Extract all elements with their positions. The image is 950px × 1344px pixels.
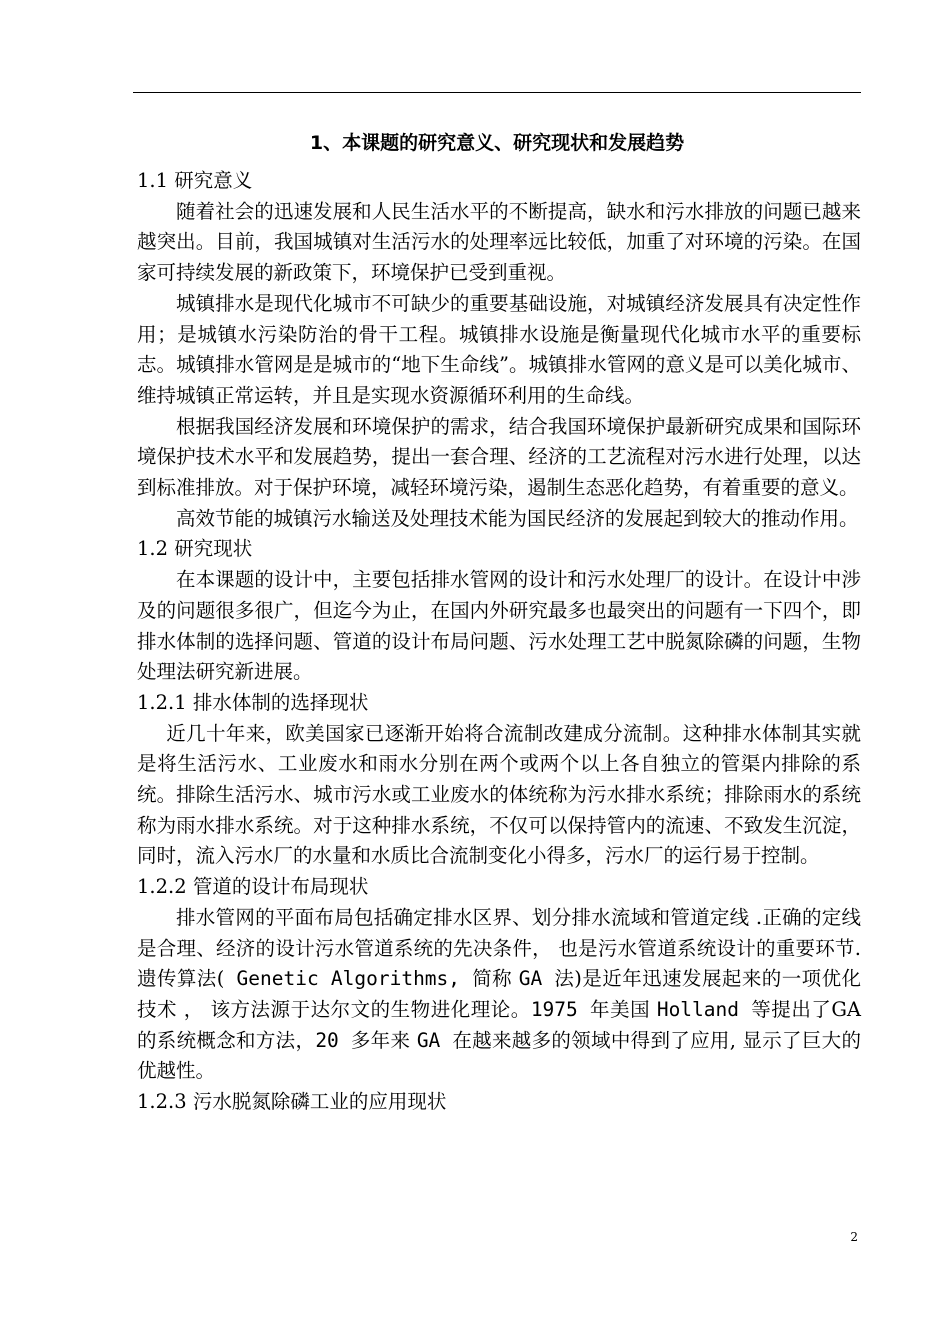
text-run: 在越来越多的领域中得到了应用, 显示了巨大的优越性。: [137, 1028, 861, 1083]
text-run: 等提出了GA的系统概念和方法，: [137, 997, 862, 1052]
text-run: Holland: [656, 997, 752, 1021]
paragraph: 城镇排水是现代化城市不可缺少的重要基础设施，对城镇经济发展具有决定性作用；是城镇水污染防治的骨干工程。城镇排水设施是衡量现代化城市水平的重要标志。城镇排水管网是是城市的“地下生命线”。城镇排水管网的意义是可以美化城市、维持城镇正常运转，并且是实现水资源循环利用的生命线。: [137, 291, 861, 407]
paragraph: 高效节能的城镇污水输送及处理技术能为国民经济的发展起到较大的推动作用。: [176, 506, 859, 530]
page-heading: 1、本课题的研究意义、研究现状和发展趋势: [309, 132, 685, 154]
section-title-1-1: 1.1 研究意义: [137, 169, 253, 192]
text-run: GA: [416, 1028, 453, 1052]
section-title-1-2-3: 1.2.3 污水脱氮除磷工业的应用现状: [137, 1090, 447, 1114]
paragraph: 在本课题的设计中，主要包括排水管网的设计和污水处理厂的设计。在设计中涉及的问题很多很广，但迄今为止，在国内外研究最多也最突出的问题有一下四个，即排水体制的选择问题、管道的设计布局问题、污水处理工艺中脱氮除磷的问题，生物处理法研究新进展。: [137, 568, 861, 684]
section-title-1-2-2: 1.2.2 管道的设计布局现状: [137, 875, 369, 899]
text-run: 排水管网的平面布局包括确定排水区界、划分排水流域和管道定线 .正确的定线是合理、经济的设计污水管道系统的先决条件， 也是污水管道系统设计的重要环节.遗传算法(: [137, 905, 861, 991]
text-run: Genetic Algorithms,: [224, 967, 473, 991]
text-run: GA: [518, 967, 555, 991]
paragraph: 根据我国经济发展和环境保护的需求，结合我国环境保护最新研究成果和国际环境保护技术水平和发展趋势，提出一套合理、经济的工艺流程对污水进行处理，以达到标准排放。对于保护环境，减轻环境污染，遏制生态恶化趋势，有着重要的意义。: [137, 414, 861, 500]
paragraph: 随着社会的迅速发展和人民生活水平的不断提高，缺水和污水排放的问题已越来越突出。目前，我国城镇对生活污水的处理率远比较低，加重了对环境的污染。在国家可持续发展的新政策下，环境保护已受到重视。: [137, 199, 861, 285]
text-run: 1975: [530, 997, 591, 1021]
header-rule: [133, 92, 861, 93]
text-run: 法)是近年迅速发展起来的一项优化技术 ， 该方法源于达尔文的生物进化理论。: [137, 967, 862, 1021]
text-run: 简称: [472, 967, 519, 991]
paragraph: 近几十年来，欧美国家已逐渐开始将合流制改建成分流制。这种排水体制其实就是将生活污水、工业废水和雨水分别在两个或两个以上各自独立的管渠内排除的系统。排除生活污水、城市污水或工业废水的体统称为污水排水系统；排除雨水的系统称为雨水排水系统。对于这种排水系统，不仅可以保持管内的流速、不致发生沉淀，同时，流入污水厂的水量和水质比合流制变化小得多，污水厂的运行易于控制。: [137, 721, 861, 868]
text-run: 多年来: [350, 1028, 417, 1052]
text-run: 年美国: [590, 997, 657, 1021]
section-title-1-2: 1.2 研究现状: [137, 537, 253, 561]
document-body: [137, 166, 861, 1118]
paragraph: [137, 903, 861, 1087]
text-run: 20: [315, 1028, 351, 1052]
section-title-1-2-1: 1.2.1 排水体制的选择现状: [137, 690, 369, 714]
page-number: 2: [850, 1230, 858, 1244]
